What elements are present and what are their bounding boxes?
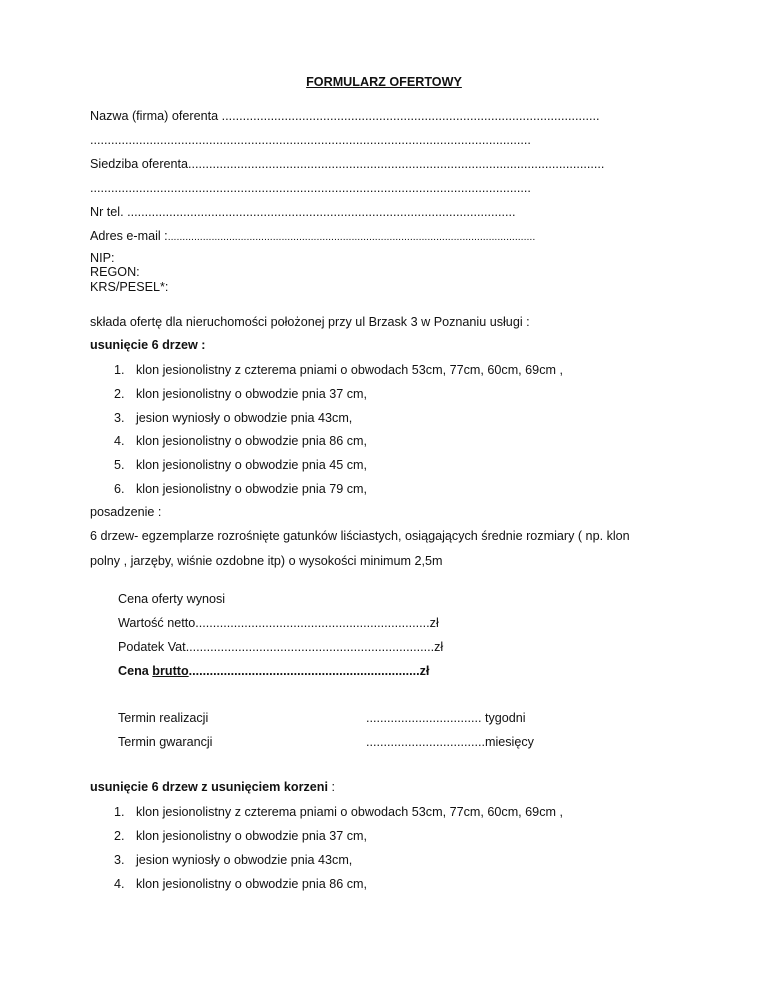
nip-label: NIP:: [90, 251, 115, 265]
planting-line-2: polny , jarzęby, wiśnie ozdobne itp) o wysokości minimum 2,5m: [90, 554, 443, 568]
intro-text: składa ofertę dla nieruchomości położonej przy ul Brzask 3 w Poznaniu usługi :: [90, 315, 530, 329]
list-item: 2. klon jesionolistny o obwodzie pnia 37 cm,: [114, 829, 368, 843]
realization-value: ................................. tygodni: [366, 711, 526, 725]
gross-label: Cena: [118, 664, 153, 678]
email-line: [90, 228, 535, 245]
list-item: 4. klon jesionolistny o obwodzie pnia 86 cm,: [114, 434, 368, 448]
realization-label: Termin realizacji: [118, 711, 209, 725]
section1-heading: usunięcie 6 drzew :: [90, 338, 206, 352]
price-heading: Cena oferty wynosi: [118, 592, 226, 606]
offeror-seat-line: [90, 156, 604, 172]
page-title: FORMULARZ OFERTOWY: [306, 75, 462, 89]
phone-line: [90, 204, 515, 220]
list-item: 1. klon jesionolistny z czterema pniami o obwodach 53cm, 77cm, 60cm, 69cm ,: [114, 363, 563, 377]
phone-label: Nr tel.: [90, 205, 128, 219]
warranty-label: Termin gwarancji: [118, 735, 213, 749]
list-item: 3. jesion wyniosły o obwodzie pnia 43cm,: [114, 853, 353, 867]
vat-currency: zł: [434, 640, 444, 654]
list-item: 6. klon jesionolistny o obwodzie pnia 79 cm,: [114, 482, 368, 496]
regon-label: REGON:: [90, 265, 140, 279]
section2-heading-line: [90, 779, 335, 795]
offeror-seat-label: Siedziba oferenta: [90, 157, 189, 171]
planting-label: posadzenie :: [90, 505, 162, 519]
list-item: 1. klon jesionolistny z czterema pniami o obwodach 53cm, 77cm, 60cm, 69cm ,: [114, 805, 563, 819]
warranty-value: ..................................miesięcy: [366, 735, 534, 749]
gross-currency: zł: [419, 664, 430, 678]
planting-line-1: 6 drzew- egzemplarze rozrośnięte gatunków liściastych, osiągających średnie rozmiary ( np. klon: [90, 529, 630, 543]
gross-dots: ..................................................................: [188, 664, 420, 678]
krs-pesel-label: KRS/PESEL*:: [90, 280, 169, 294]
email-dots: ..............................................................................................................................: [167, 231, 536, 243]
section2-heading-suffix: :: [327, 780, 335, 794]
offeror-seat-dots: .......................................................................................................................: [188, 157, 605, 171]
offeror-seat-line-2: ..............................................................................................................................: [90, 181, 531, 195]
net-label: Wartość netto: [118, 616, 196, 630]
phone-dots: ...............................................................................................................: [127, 205, 516, 219]
list-item: 5. klon jesionolistny o obwodzie pnia 45 cm,: [114, 458, 368, 472]
vat-label: Podatek Vat: [118, 640, 186, 654]
offeror-name-dots: ............................................................................................................: [221, 109, 600, 123]
net-dots: ...................................................................: [195, 616, 430, 630]
list-item: 2. klon jesionolistny o obwodzie pnia 37 cm,: [114, 387, 368, 401]
offeror-name-label: Nazwa (firma) oferenta: [90, 109, 219, 123]
email-label: Adres e-mail :: [90, 229, 168, 243]
offeror-name-line-2: ..............................................................................................................................: [90, 133, 531, 147]
section2-heading: usunięcie 6 drzew z usunięciem korzeni: [90, 780, 328, 794]
vat-dots: .......................................................................: [185, 640, 435, 654]
list-item: 4. klon jesionolistny o obwodzie pnia 86 cm,: [114, 877, 368, 891]
list-item: 3. jesion wyniosły o obwodzie pnia 43cm,: [114, 411, 353, 425]
net-value-line: [118, 615, 439, 631]
gross-line: [118, 663, 429, 679]
gross-label-underlined: brutto: [152, 664, 189, 678]
vat-line: [118, 639, 443, 655]
offeror-name-line: [90, 108, 599, 124]
net-currency: zł: [429, 616, 439, 630]
